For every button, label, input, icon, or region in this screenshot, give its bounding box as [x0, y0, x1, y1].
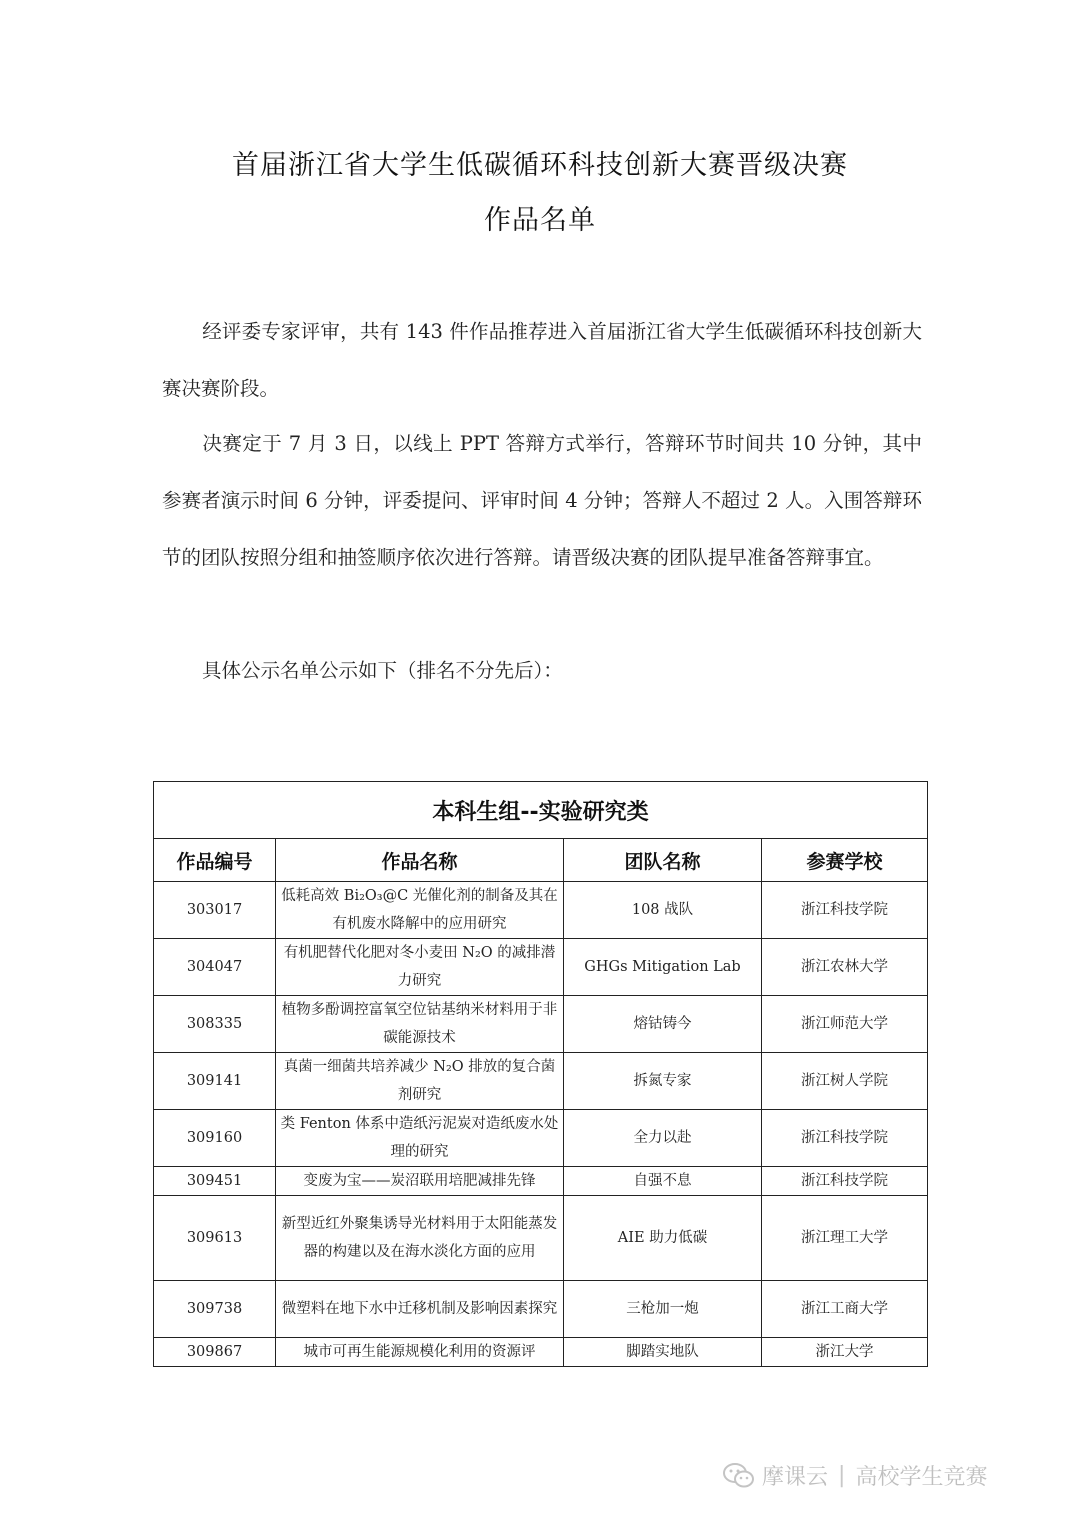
- cell-id: 304047: [154, 939, 276, 996]
- source-watermark: [722, 1460, 987, 1491]
- cell-school: 浙江工商大学: [762, 1281, 928, 1338]
- cell-name: 真菌一细菌共培养减少 N₂O 排放的复合菌剂研究: [276, 1053, 564, 1110]
- cell-name: 变废为宝——炭沼联用培肥减排先锋: [276, 1167, 564, 1196]
- cell-team: 108 战队: [564, 882, 762, 939]
- list-intro-paragraph: [162, 642, 922, 699]
- cell-school: 浙江师范大学: [762, 996, 928, 1053]
- cell-name: 类 Fenton 体系中造纸污泥炭对造纸废水处理的研究: [276, 1110, 564, 1167]
- intro-paragraph: [162, 303, 922, 417]
- cell-team: 自强不息: [564, 1167, 762, 1196]
- cell-school: 浙江科技学院: [762, 882, 928, 939]
- header-school: 参赛学校: [762, 839, 928, 882]
- cell-name: 新型近红外聚集诱导光材料用于太阳能蒸发器的构建以及在海水淡化方面的应用: [276, 1196, 564, 1281]
- cell-name: 城市可再生能源规模化利用的资源评: [276, 1338, 564, 1367]
- cell-team: 熔钴铸今: [564, 996, 762, 1053]
- page-title: 首届浙江省大学生低碳循环科技创新大赛晋级决赛: [232, 150, 848, 181]
- table-row: [154, 1110, 928, 1167]
- table-row: [154, 1338, 928, 1367]
- header-team: 团队名称: [564, 839, 762, 882]
- cell-school: 浙江农林大学: [762, 939, 928, 996]
- cell-team: GHGs Mitigation Lab: [564, 939, 762, 996]
- table-row: [154, 996, 928, 1053]
- header-name: 作品名称: [276, 839, 564, 882]
- cell-id: 308335: [154, 996, 276, 1053]
- cell-id: 309141: [154, 1053, 276, 1110]
- cell-id: 303017: [154, 882, 276, 939]
- table-row: [154, 882, 928, 939]
- cell-id: 309738: [154, 1281, 276, 1338]
- cell-school: 浙江树人学院: [762, 1053, 928, 1110]
- page-subtitle: 作品名单: [484, 205, 596, 236]
- cell-team: 全力以赴: [564, 1110, 762, 1167]
- cell-id: 309160: [154, 1110, 276, 1167]
- table-row: [154, 1281, 928, 1338]
- cell-team: 三枪加一炮: [564, 1281, 762, 1338]
- cell-team: 脚踏实地队: [564, 1338, 762, 1367]
- cell-team: AIE 助力低碳: [564, 1196, 762, 1281]
- table-row: [154, 1167, 928, 1196]
- watermark-channel: 高校学生竞赛: [855, 1465, 988, 1490]
- cell-id: 309451: [154, 1167, 276, 1196]
- header-id: 作品编号: [154, 839, 276, 882]
- table-caption: 本科生组--实验研究类: [154, 782, 928, 839]
- cell-school: 浙江科技学院: [762, 1110, 928, 1167]
- cell-school: 浙江大学: [762, 1338, 928, 1367]
- cell-name: 有机肥替代化肥对冬小麦田 N₂O 的减排潜力研究: [276, 939, 564, 996]
- cell-name: 微塑料在地下水中迁移机制及影响因素探究: [276, 1281, 564, 1338]
- watermark-brand: 摩课云: [762, 1465, 829, 1490]
- schedule-text: 决赛定于 7 月 3 日，以线上 PPT 答辩方式举行，答辩环节时间共 10 分钟，其中参赛者演示时间 6 分钟，评委提问、评审时间 4 分钟；答辩人不超过 2 人。入围答辩环节的团队按照分组和抽签顺序依次进行答辩。请晋级决赛的团队提早准备答辩事宜。: [162, 432, 922, 569]
- finalist-table: [153, 781, 928, 1367]
- cell-school: 浙江理工大学: [762, 1196, 928, 1281]
- cell-id: 309867: [154, 1338, 276, 1367]
- table-row: [154, 1053, 928, 1110]
- list-intro-text: 具体公示名单公示如下（排名不分先后）：: [202, 659, 563, 682]
- watermark-separator: |: [838, 1463, 846, 1488]
- cell-team: 拆氮专家: [564, 1053, 762, 1110]
- cell-id: 309613: [154, 1196, 276, 1281]
- cell-name: 植物多酚调控富氧空位钴基纳米材料用于非碳能源技术: [276, 996, 564, 1053]
- intro-text: 经评委专家评审，共有 143 件作品推荐进入首届浙江省大学生低碳循环科技创新大赛决赛阶段。: [162, 320, 922, 400]
- table-row: [154, 1196, 928, 1281]
- cell-school: 浙江科技学院: [762, 1167, 928, 1196]
- schedule-paragraph: [162, 415, 922, 586]
- table-row: [154, 939, 928, 996]
- cell-name: 低耗高效 Bi₂O₃@C 光催化剂的制备及其在有机废水降解中的应用研究: [276, 882, 564, 939]
- wechat-icon: [722, 1462, 756, 1490]
